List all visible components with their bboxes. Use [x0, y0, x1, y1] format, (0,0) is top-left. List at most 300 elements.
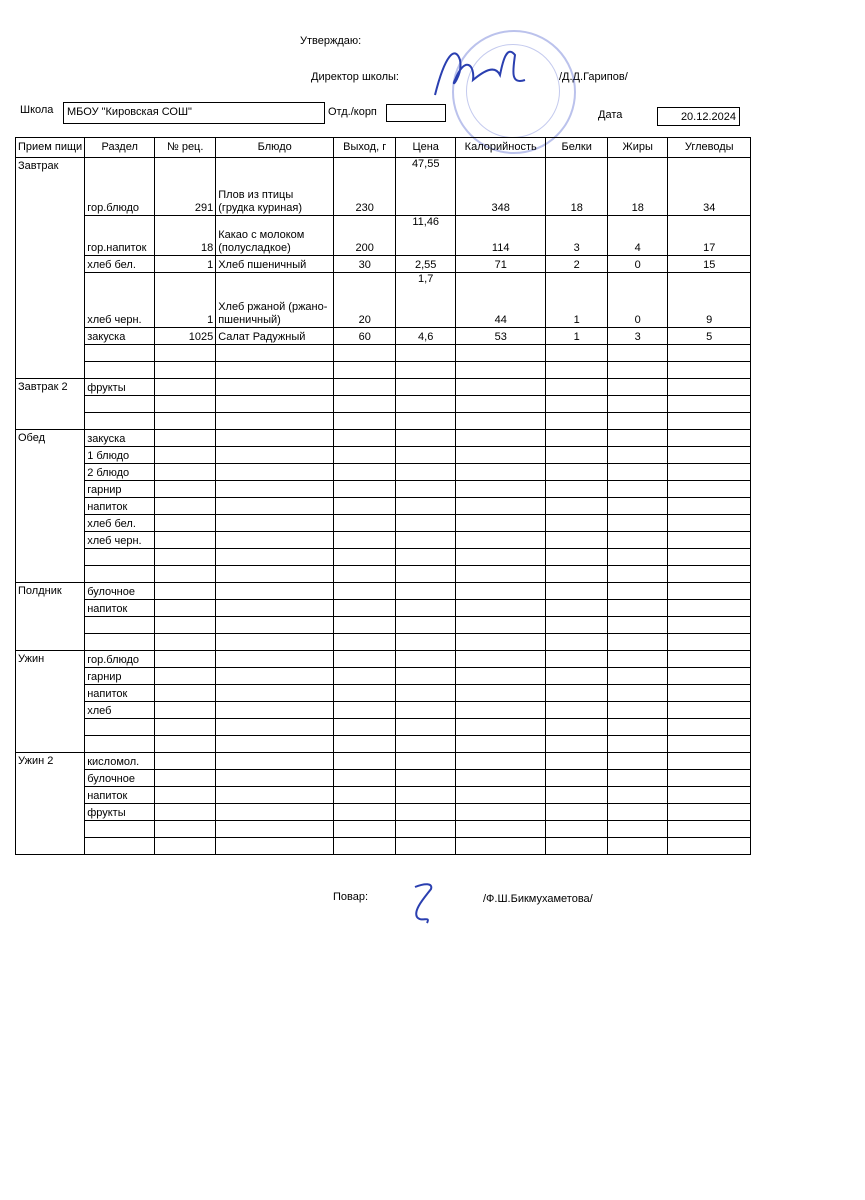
dish-cell: Плов из птицы (грудка куриная) [216, 158, 334, 216]
table-row [16, 481, 751, 498]
empty-cell [334, 481, 396, 498]
empty-cell [546, 481, 608, 498]
empty-cell [216, 413, 334, 430]
empty-cell [546, 838, 608, 855]
column-header: Жиры [608, 138, 668, 158]
empty-cell [334, 464, 396, 481]
empty-cell [155, 651, 216, 668]
empty-cell [456, 719, 546, 736]
section-cell: хлеб [85, 702, 155, 719]
empty-cell [155, 515, 216, 532]
recipe-cell: 291 [155, 158, 216, 216]
kcal-cell: 348 [456, 158, 546, 216]
empty-cell [456, 770, 546, 787]
empty-cell [334, 702, 396, 719]
meal-name-cell: Ужин 2 [16, 753, 85, 855]
empty-cell [608, 787, 668, 804]
cook-signature [405, 875, 445, 930]
empty-cell [155, 753, 216, 770]
empty-cell [608, 515, 668, 532]
empty-cell [334, 600, 396, 617]
table-row [16, 498, 751, 515]
fat-cell: 0 [608, 256, 668, 273]
empty-cell [334, 430, 396, 447]
table-row [16, 617, 751, 634]
fat-cell: 3 [608, 328, 668, 345]
table-row [16, 770, 751, 787]
carbs-cell: 34 [668, 158, 751, 216]
empty-cell [155, 345, 216, 362]
empty-cell [608, 413, 668, 430]
empty-cell [396, 532, 456, 549]
empty-cell [608, 600, 668, 617]
empty-cell [456, 804, 546, 821]
empty-cell [396, 447, 456, 464]
empty-cell [216, 379, 334, 396]
price-cell: 11,46 [396, 216, 456, 256]
empty-cell [608, 634, 668, 651]
section-cell: фрукты [85, 379, 155, 396]
empty-cell [608, 668, 668, 685]
column-header: Раздел [85, 138, 155, 158]
section-cell: гарнир [85, 481, 155, 498]
section-cell: хлеб черн. [85, 273, 155, 328]
section-cell: напиток [85, 498, 155, 515]
section-cell [85, 566, 155, 583]
menu-table [15, 137, 751, 855]
empty-cell [396, 787, 456, 804]
empty-cell [456, 447, 546, 464]
protein-cell: 2 [546, 256, 608, 273]
empty-cell [668, 396, 751, 413]
empty-cell [396, 430, 456, 447]
meal-name-cell: Завтрак [16, 158, 85, 379]
fat-cell: 0 [608, 273, 668, 328]
empty-cell [668, 719, 751, 736]
empty-cell [456, 396, 546, 413]
meal-name-cell: Ужин [16, 651, 85, 753]
empty-cell [546, 464, 608, 481]
empty-cell [608, 498, 668, 515]
empty-cell [608, 379, 668, 396]
section-cell: булочное [85, 583, 155, 600]
table-row [16, 396, 751, 413]
empty-cell [334, 736, 396, 753]
empty-cell [334, 583, 396, 600]
empty-cell [85, 345, 155, 362]
section-cell: кисломол. [85, 753, 155, 770]
empty-cell [668, 447, 751, 464]
empty-cell [456, 702, 546, 719]
table-row [16, 379, 751, 396]
empty-cell [668, 787, 751, 804]
empty-cell [608, 719, 668, 736]
empty-cell [668, 617, 751, 634]
empty-cell [334, 396, 396, 413]
empty-cell [334, 668, 396, 685]
school-field [63, 102, 325, 124]
empty-cell [155, 668, 216, 685]
empty-cell [456, 362, 546, 379]
empty-cell [155, 838, 216, 855]
column-header: № рец. [155, 138, 216, 158]
empty-cell [334, 362, 396, 379]
empty-cell [608, 736, 668, 753]
kcal-cell: 71 [456, 256, 546, 273]
price-cell: 4,6 [396, 328, 456, 345]
table-row [16, 804, 751, 821]
section-cell [85, 736, 155, 753]
kcal-cell: 44 [456, 273, 546, 328]
table-row [16, 413, 751, 430]
empty-cell [216, 464, 334, 481]
table-row [16, 736, 751, 753]
section-cell: напиток [85, 685, 155, 702]
empty-cell [546, 583, 608, 600]
empty-cell [608, 566, 668, 583]
empty-cell [155, 770, 216, 787]
dept-label: Отд./корп [328, 106, 377, 118]
empty-cell [608, 804, 668, 821]
table-row [16, 583, 751, 600]
carbs-cell: 17 [668, 216, 751, 256]
empty-cell [546, 498, 608, 515]
empty-cell [668, 583, 751, 600]
kcal-cell: 114 [456, 216, 546, 256]
empty-cell [216, 821, 334, 838]
empty-cell [668, 753, 751, 770]
empty-cell [396, 804, 456, 821]
empty-cell [216, 719, 334, 736]
empty-cell [216, 515, 334, 532]
empty-cell [334, 685, 396, 702]
empty-cell [155, 566, 216, 583]
empty-cell [546, 770, 608, 787]
empty-cell [456, 753, 546, 770]
empty-cell [546, 362, 608, 379]
empty-cell [216, 583, 334, 600]
empty-cell [456, 651, 546, 668]
empty-cell [334, 379, 396, 396]
yield-cell: 230 [334, 158, 396, 216]
table-row [16, 600, 751, 617]
empty-cell [546, 753, 608, 770]
empty-cell [608, 464, 668, 481]
empty-cell [546, 345, 608, 362]
column-header: Цена [396, 138, 456, 158]
section-cell: булочное [85, 770, 155, 787]
table-row [16, 685, 751, 702]
table-row [16, 821, 751, 838]
section-cell: хлеб черн. [85, 532, 155, 549]
table-row [16, 158, 751, 216]
empty-cell [396, 838, 456, 855]
meal-name-cell: Обед [16, 430, 85, 583]
table-row [16, 634, 751, 651]
empty-cell [334, 787, 396, 804]
meal-name-cell: Завтрак 2 [16, 379, 85, 430]
empty-cell [546, 651, 608, 668]
dish-cell: Салат Радужный [216, 328, 334, 345]
empty-cell [668, 838, 751, 855]
empty-cell [396, 396, 456, 413]
empty-cell [608, 345, 668, 362]
recipe-cell: 1 [155, 273, 216, 328]
empty-cell [608, 396, 668, 413]
empty-cell [608, 651, 668, 668]
empty-cell [396, 753, 456, 770]
empty-cell [668, 702, 751, 719]
section-cell [85, 396, 155, 413]
empty-cell [456, 532, 546, 549]
table-row [16, 256, 751, 273]
empty-cell [456, 345, 546, 362]
column-header: Белки [546, 138, 608, 158]
empty-cell [546, 396, 608, 413]
empty-cell [668, 804, 751, 821]
table-row [16, 651, 751, 668]
empty-cell [608, 362, 668, 379]
empty-cell [396, 634, 456, 651]
table-header-row [16, 138, 751, 158]
empty-cell [608, 583, 668, 600]
empty-cell [334, 804, 396, 821]
empty-cell [216, 617, 334, 634]
empty-cell [456, 821, 546, 838]
empty-cell [546, 532, 608, 549]
table-row [16, 787, 751, 804]
empty-cell [216, 532, 334, 549]
empty-cell [668, 498, 751, 515]
empty-cell [396, 736, 456, 753]
table-row [16, 447, 751, 464]
section-cell: фрукты [85, 804, 155, 821]
empty-cell [608, 617, 668, 634]
column-header: Углеводы [668, 138, 751, 158]
empty-cell [608, 770, 668, 787]
column-header: Блюдо [216, 138, 334, 158]
table-row [16, 566, 751, 583]
date-field [657, 107, 740, 126]
empty-cell [334, 413, 396, 430]
empty-cell [155, 396, 216, 413]
empty-cell [608, 702, 668, 719]
empty-cell [396, 481, 456, 498]
empty-cell [155, 634, 216, 651]
empty-cell [546, 668, 608, 685]
section-cell [85, 549, 155, 566]
empty-cell [668, 634, 751, 651]
recipe-cell: 1025 [155, 328, 216, 345]
yield-cell: 60 [334, 328, 396, 345]
table-row [16, 216, 751, 256]
school-label: Школа [20, 104, 54, 116]
cook-name: /Ф.Ш.Бикмухаметова/ [483, 893, 593, 905]
price-cell: 2,55 [396, 256, 456, 273]
empty-cell [155, 821, 216, 838]
empty-cell [608, 838, 668, 855]
yield-cell: 30 [334, 256, 396, 273]
empty-cell [216, 838, 334, 855]
section-cell: гор.блюдо [85, 651, 155, 668]
empty-cell [216, 430, 334, 447]
empty-cell [334, 345, 396, 362]
empty-cell [668, 413, 751, 430]
table-row [16, 362, 751, 379]
empty-cell [456, 481, 546, 498]
empty-cell [546, 617, 608, 634]
date-label: Дата [598, 109, 623, 121]
kcal-cell: 53 [456, 328, 546, 345]
empty-cell [216, 804, 334, 821]
empty-cell [396, 617, 456, 634]
carbs-cell: 5 [668, 328, 751, 345]
price-cell: 47,55 [396, 158, 456, 216]
director-signature [415, 35, 535, 105]
empty-cell [334, 821, 396, 838]
column-header: Прием пищи [16, 138, 85, 158]
empty-cell [456, 617, 546, 634]
empty-cell [216, 600, 334, 617]
empty-cell [155, 736, 216, 753]
empty-cell [456, 736, 546, 753]
table-row [16, 273, 751, 328]
empty-cell [155, 617, 216, 634]
empty-cell [334, 566, 396, 583]
section-cell: закуска [85, 328, 155, 345]
empty-cell [216, 668, 334, 685]
empty-cell [334, 753, 396, 770]
empty-cell [396, 566, 456, 583]
empty-cell [155, 804, 216, 821]
section-cell: напиток [85, 787, 155, 804]
empty-cell [668, 481, 751, 498]
empty-cell [608, 753, 668, 770]
price-cell: 1,7 [396, 273, 456, 328]
empty-cell [216, 634, 334, 651]
empty-cell [155, 549, 216, 566]
empty-cell [608, 447, 668, 464]
section-cell: гор.блюдо [85, 158, 155, 216]
fat-cell: 4 [608, 216, 668, 256]
empty-cell [546, 702, 608, 719]
empty-cell [216, 498, 334, 515]
empty-cell [396, 600, 456, 617]
empty-cell [668, 651, 751, 668]
table-row [16, 702, 751, 719]
empty-cell [155, 600, 216, 617]
empty-cell [396, 651, 456, 668]
empty-cell [155, 430, 216, 447]
protein-cell: 1 [546, 273, 608, 328]
dept-field [386, 104, 446, 122]
empty-cell [456, 634, 546, 651]
empty-cell [668, 515, 751, 532]
table-row [16, 345, 751, 362]
empty-cell [155, 719, 216, 736]
protein-cell: 18 [546, 158, 608, 216]
empty-cell [334, 634, 396, 651]
empty-cell [396, 685, 456, 702]
empty-cell [668, 668, 751, 685]
section-cell: 2 блюдо [85, 464, 155, 481]
protein-cell: 3 [546, 216, 608, 256]
empty-cell [608, 821, 668, 838]
empty-cell [456, 838, 546, 855]
empty-cell [334, 719, 396, 736]
carbs-cell: 15 [668, 256, 751, 273]
empty-cell [546, 634, 608, 651]
empty-cell [216, 362, 334, 379]
table-row [16, 464, 751, 481]
table-row [16, 838, 751, 855]
empty-cell [216, 481, 334, 498]
empty-cell [668, 379, 751, 396]
approve-label: Утверждаю: [300, 35, 362, 47]
table-row [16, 430, 751, 447]
empty-cell [546, 515, 608, 532]
section-cell [85, 617, 155, 634]
empty-cell [216, 736, 334, 753]
carbs-cell: 9 [668, 273, 751, 328]
empty-cell [608, 532, 668, 549]
section-cell [85, 413, 155, 430]
school-value: МБОУ "Кировская СОШ" [67, 106, 192, 118]
empty-cell [216, 396, 334, 413]
empty-cell [155, 362, 216, 379]
empty-cell [155, 447, 216, 464]
empty-cell [155, 481, 216, 498]
director-label: Директор школы: [311, 71, 399, 83]
dish-cell: Хлеб пшеничный [216, 256, 334, 273]
section-cell: 1 блюдо [85, 447, 155, 464]
empty-cell [456, 430, 546, 447]
empty-cell [668, 770, 751, 787]
empty-cell [668, 430, 751, 447]
empty-cell [396, 549, 456, 566]
empty-cell [456, 787, 546, 804]
table-row [16, 328, 751, 345]
empty-cell [334, 549, 396, 566]
empty-cell [396, 498, 456, 515]
empty-cell [668, 685, 751, 702]
section-cell [85, 634, 155, 651]
date-value: 20.12.2024 [680, 111, 736, 123]
section-cell: закуска [85, 430, 155, 447]
table-row [16, 753, 751, 770]
table-row [16, 532, 751, 549]
section-cell: хлеб бел. [85, 515, 155, 532]
empty-cell [155, 532, 216, 549]
section-cell: напиток [85, 600, 155, 617]
empty-cell [668, 345, 751, 362]
empty-cell [456, 668, 546, 685]
empty-cell [155, 787, 216, 804]
empty-cell [546, 549, 608, 566]
empty-cell [396, 515, 456, 532]
empty-cell [334, 447, 396, 464]
fat-cell: 18 [608, 158, 668, 216]
empty-cell [668, 600, 751, 617]
empty-cell [155, 413, 216, 430]
empty-cell [334, 515, 396, 532]
empty-cell [334, 498, 396, 515]
empty-cell [546, 736, 608, 753]
empty-cell [456, 685, 546, 702]
section-cell [85, 838, 155, 855]
empty-cell [668, 362, 751, 379]
empty-cell [155, 379, 216, 396]
